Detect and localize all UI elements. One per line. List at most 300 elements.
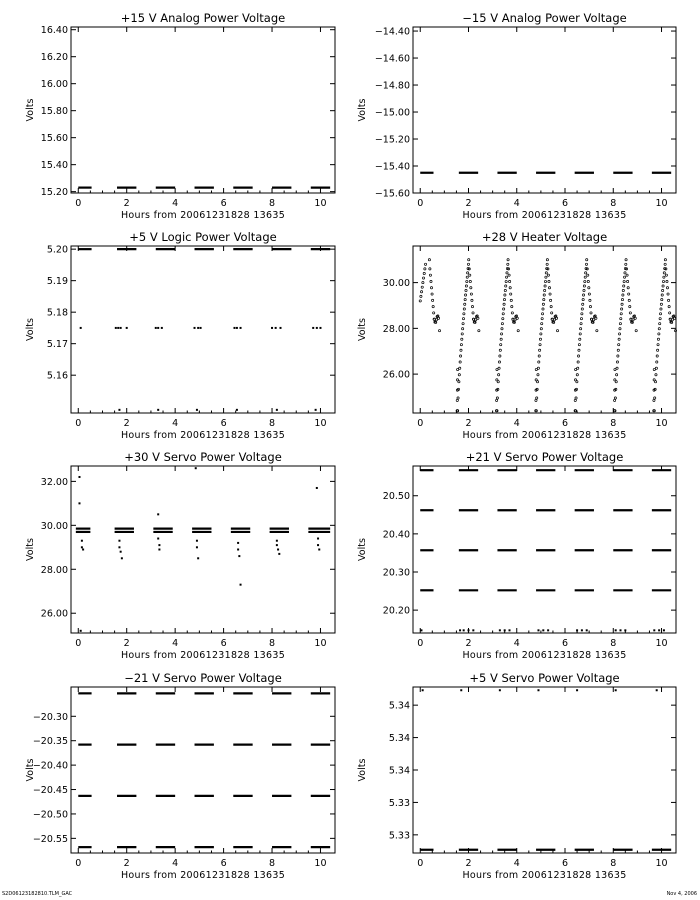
y-tick-label: 26.00 <box>382 369 410 381</box>
data-point <box>662 285 664 287</box>
data-point <box>316 487 318 489</box>
data-point <box>541 313 543 315</box>
data-point <box>618 338 620 340</box>
data-point <box>627 287 629 289</box>
plot-frame <box>413 687 676 853</box>
data-point <box>478 330 480 332</box>
data-point <box>616 361 618 363</box>
x-tick-label: 8 <box>269 638 276 649</box>
data-point <box>470 293 472 295</box>
data-point <box>437 317 439 319</box>
data-point <box>275 327 277 329</box>
x-tick-label: 8 <box>610 858 617 869</box>
footer-filename: S2D06123182810.TLM_GAC <box>2 891 73 897</box>
data-point <box>460 689 462 691</box>
data-point <box>656 361 658 363</box>
data-point <box>510 293 512 295</box>
data-point <box>511 306 513 308</box>
data-point <box>509 287 511 289</box>
data-point <box>586 259 588 261</box>
x-tick-label: 8 <box>269 198 276 209</box>
data-point <box>535 399 537 401</box>
chart-panel-8 <box>357 671 676 881</box>
data-point <box>271 327 273 329</box>
y-axis-label: Volts <box>25 538 36 561</box>
x-tick-label: 10 <box>314 638 327 649</box>
data-point <box>80 630 82 632</box>
data-point <box>539 349 541 351</box>
x-tick-label: 10 <box>314 858 327 869</box>
data-point <box>500 338 502 340</box>
data-point <box>595 317 597 319</box>
x-tick-label: 10 <box>655 418 668 429</box>
data-point <box>424 263 426 265</box>
data-point <box>623 276 625 278</box>
data-point <box>623 280 625 282</box>
data-point <box>317 538 319 540</box>
data-point <box>508 274 510 276</box>
data-point <box>550 306 552 308</box>
x-tick-label: 0 <box>75 198 82 209</box>
data-point <box>420 295 422 297</box>
chart-panel-4 <box>357 230 677 441</box>
data-point <box>237 549 239 551</box>
y-tick-label: 15.20 <box>40 187 68 199</box>
data-point <box>587 274 589 276</box>
x-tick-label: 6 <box>561 418 569 429</box>
data-point <box>240 327 242 329</box>
data-point <box>462 323 464 325</box>
data-point <box>496 399 498 401</box>
x-tick-label: 2 <box>465 638 472 649</box>
data-point <box>432 299 434 301</box>
data-point <box>669 312 671 314</box>
data-point <box>582 303 584 305</box>
x-axis-label: Hours from 20061231828 13635 <box>462 430 627 441</box>
data-point <box>157 513 159 515</box>
data-point <box>472 312 474 314</box>
data-point <box>463 308 465 310</box>
data-point <box>433 312 435 314</box>
x-tick-label: 4 <box>513 858 520 869</box>
data-point <box>620 318 622 320</box>
data-point <box>469 274 471 276</box>
data-point <box>657 338 659 340</box>
plot-frame <box>71 27 335 193</box>
data-point <box>503 303 505 305</box>
data-point <box>537 629 539 631</box>
data-point <box>556 330 558 332</box>
data-point <box>656 689 658 691</box>
data-point <box>510 299 512 301</box>
data-point <box>579 333 581 335</box>
data-point <box>582 298 584 300</box>
x-tick-label: 10 <box>655 638 668 649</box>
data-point <box>466 276 468 278</box>
data-point <box>658 629 660 631</box>
data-point <box>582 294 584 296</box>
y-tick-label: −15.40 <box>374 161 410 173</box>
data-point <box>542 303 544 305</box>
data-point <box>628 299 630 301</box>
y-tick-label: 5.33 <box>388 797 410 809</box>
data-point <box>475 319 477 321</box>
data-point <box>658 333 660 335</box>
data-point <box>574 399 576 401</box>
data-point <box>584 276 586 278</box>
data-point <box>81 546 83 548</box>
data-point <box>470 287 472 289</box>
data-point <box>617 349 619 351</box>
x-tick-label: 8 <box>610 638 617 649</box>
y-axis-label: Volts <box>357 98 368 122</box>
data-point <box>551 312 553 314</box>
y-tick-label: 15.60 <box>40 133 68 145</box>
data-point <box>465 289 467 291</box>
data-point <box>126 327 128 329</box>
data-point <box>120 551 122 553</box>
y-tick-label: −20.55 <box>32 833 68 845</box>
data-point <box>619 323 621 325</box>
y-axis-label: Volts <box>25 98 36 122</box>
y-tick-label: 15.80 <box>40 106 68 118</box>
data-point <box>538 361 540 363</box>
x-tick-label: 2 <box>465 418 472 429</box>
data-point <box>624 272 626 274</box>
y-tick-label: −20.35 <box>32 736 68 748</box>
data-point <box>576 381 578 383</box>
y-tick-label: 5.34 <box>388 765 410 777</box>
data-point <box>472 629 474 631</box>
data-point <box>467 263 469 265</box>
data-point <box>317 544 319 546</box>
x-tick-label: 2 <box>465 858 472 869</box>
data-point <box>618 333 620 335</box>
x-tick-label: 6 <box>220 858 227 869</box>
x-tick-label: 4 <box>172 418 179 429</box>
data-point <box>587 280 589 282</box>
data-point <box>422 689 424 691</box>
data-point <box>458 381 460 383</box>
data-point <box>500 344 502 346</box>
data-point <box>463 313 465 315</box>
chart-title: −15 V Analog Power Voltage <box>462 11 627 25</box>
data-point <box>432 306 434 308</box>
data-point <box>541 323 543 325</box>
data-point <box>547 629 549 631</box>
data-point <box>619 328 621 330</box>
data-point <box>576 374 578 376</box>
y-axis-label: Volts <box>25 318 36 341</box>
data-point <box>583 289 585 291</box>
data-point <box>537 367 539 369</box>
y-tick-label: −20.40 <box>32 760 68 772</box>
data-point <box>502 318 504 320</box>
data-point <box>499 689 501 691</box>
data-point <box>471 306 473 308</box>
data-point <box>456 399 458 401</box>
data-point <box>430 280 432 282</box>
data-point <box>539 344 541 346</box>
data-point <box>499 355 501 357</box>
data-point <box>431 293 433 295</box>
data-point <box>504 289 506 291</box>
data-point <box>430 287 432 289</box>
data-point <box>549 299 551 301</box>
data-point <box>546 259 548 261</box>
data-point <box>115 327 117 329</box>
data-point <box>503 308 505 310</box>
data-point <box>429 268 431 270</box>
data-point <box>278 553 280 555</box>
y-tick-label: 26.00 <box>40 608 68 620</box>
data-point <box>581 313 583 315</box>
y-axis-label: Volts <box>357 318 368 341</box>
data-point <box>628 293 630 295</box>
x-axis-label: Hours from 20061231828 13635 <box>462 210 627 221</box>
data-point <box>629 312 631 314</box>
data-point <box>579 338 581 340</box>
x-tick-label: 4 <box>172 858 179 869</box>
data-point <box>460 344 462 346</box>
data-point <box>588 293 590 295</box>
chart-title: +5 V Logic Power Voltage <box>129 230 277 244</box>
x-tick-label: 4 <box>513 638 520 649</box>
data-point <box>459 629 461 631</box>
data-point <box>502 313 504 315</box>
data-point <box>596 330 598 332</box>
x-tick-label: 2 <box>123 638 130 649</box>
data-point <box>465 285 467 287</box>
y-tick-label: 20.20 <box>382 605 410 617</box>
data-point <box>462 328 464 330</box>
data-point <box>578 349 580 351</box>
data-point <box>544 285 546 287</box>
data-point <box>477 317 479 319</box>
data-point <box>280 327 282 329</box>
data-point <box>542 308 544 310</box>
y-tick-label: 20.30 <box>382 567 410 579</box>
y-axis-label: Volts <box>357 758 368 782</box>
chart-title: +28 V Heater Voltage <box>481 230 608 244</box>
data-point <box>575 397 577 399</box>
data-point <box>620 313 622 315</box>
data-point <box>545 272 547 274</box>
data-point <box>505 285 507 287</box>
data-point <box>621 303 623 305</box>
data-point <box>614 397 616 399</box>
data-point <box>316 327 318 329</box>
data-point <box>583 285 585 287</box>
data-point <box>577 367 579 369</box>
x-axis-label: Hours from 20061231828 13635 <box>120 650 286 661</box>
data-point <box>120 327 122 329</box>
data-point <box>457 397 459 399</box>
data-point <box>616 367 618 369</box>
data-point <box>581 629 583 631</box>
data-point <box>580 328 582 330</box>
data-point <box>121 557 123 559</box>
x-tick-label: 0 <box>75 858 82 869</box>
data-point <box>458 374 460 376</box>
data-point <box>196 409 198 411</box>
data-point <box>622 294 624 296</box>
data-point <box>503 298 505 300</box>
data-point <box>312 327 314 329</box>
x-tick-label: 0 <box>75 638 82 649</box>
chart-panel-1 <box>25 11 335 221</box>
x-tick-label: 6 <box>220 198 227 209</box>
data-point <box>589 299 591 301</box>
y-tick-label: 5.18 <box>46 307 68 319</box>
y-tick-label: −20.45 <box>32 785 68 797</box>
x-tick-label: 8 <box>610 198 617 209</box>
y-tick-label: 32.00 <box>40 476 68 488</box>
data-point <box>615 629 617 631</box>
data-point <box>435 319 437 321</box>
chart-panel-7 <box>25 671 335 881</box>
data-point <box>117 327 119 329</box>
data-point <box>464 303 466 305</box>
y-tick-label: 5.34 <box>388 700 410 712</box>
data-point <box>236 409 238 411</box>
data-point <box>540 333 542 335</box>
data-point <box>536 381 538 383</box>
data-point <box>467 629 469 631</box>
x-tick-label: 6 <box>220 418 227 429</box>
data-point <box>659 318 661 320</box>
data-point <box>613 399 615 401</box>
data-point <box>157 409 159 411</box>
data-point <box>516 317 518 319</box>
data-point <box>505 276 507 278</box>
data-point <box>197 557 199 559</box>
data-point <box>656 355 658 357</box>
data-point <box>276 540 278 542</box>
data-point <box>461 338 463 340</box>
data-point <box>664 259 666 261</box>
data-point <box>618 344 620 346</box>
x-tick-label: 2 <box>123 858 130 869</box>
data-point <box>622 289 624 291</box>
x-tick-label: 4 <box>172 638 179 649</box>
data-point <box>542 629 544 631</box>
y-tick-label: −15.20 <box>374 134 410 146</box>
y-tick-label: −15.60 <box>374 188 410 200</box>
data-point <box>422 277 424 279</box>
data-point <box>498 367 500 369</box>
chart-panel-2 <box>357 11 676 221</box>
data-point <box>233 327 235 329</box>
data-point <box>514 319 516 321</box>
y-tick-label: 5.20 <box>46 244 68 256</box>
data-point <box>660 308 662 310</box>
x-tick-label: 0 <box>417 198 424 209</box>
data-point <box>540 328 542 330</box>
data-point <box>464 294 466 296</box>
data-point <box>614 410 616 412</box>
data-point <box>635 330 637 332</box>
x-axis-label: Hours from 20061231828 13635 <box>120 210 286 221</box>
data-point <box>238 555 240 557</box>
data-point <box>584 280 586 282</box>
x-tick-label: 6 <box>561 638 569 649</box>
data-point <box>158 544 160 546</box>
x-axis-label: Hours from 20061231828 13635 <box>120 870 286 881</box>
data-point <box>276 544 278 546</box>
y-axis-label: Volts <box>357 538 368 561</box>
data-point <box>517 330 519 332</box>
data-point <box>468 259 470 261</box>
data-point <box>623 285 625 287</box>
chart-panel-3 <box>25 230 335 441</box>
data-point <box>538 355 540 357</box>
data-point <box>624 629 626 631</box>
data-point <box>424 268 426 270</box>
data-point <box>81 540 83 542</box>
data-point <box>621 298 623 300</box>
data-point <box>505 280 507 282</box>
x-tick-label: 0 <box>417 418 424 429</box>
data-point <box>580 318 582 320</box>
y-tick-label: 16.40 <box>40 25 68 37</box>
data-point <box>585 272 587 274</box>
data-point <box>463 629 465 631</box>
y-tick-label: −14.40 <box>374 26 410 38</box>
data-point <box>539 338 541 340</box>
data-point <box>504 629 506 631</box>
data-point <box>422 282 424 284</box>
data-point <box>547 274 549 276</box>
y-tick-label: 30.00 <box>382 278 410 290</box>
data-point <box>315 409 317 411</box>
data-point <box>634 317 636 319</box>
x-tick-label: 8 <box>610 418 617 429</box>
data-point <box>118 540 120 542</box>
data-point <box>588 287 590 289</box>
data-point <box>548 287 550 289</box>
data-point <box>499 629 501 631</box>
data-point <box>461 333 463 335</box>
data-point <box>627 280 629 282</box>
data-point <box>589 306 591 308</box>
data-point <box>471 299 473 301</box>
data-point <box>420 629 422 631</box>
data-point <box>654 397 656 399</box>
data-point <box>276 409 278 411</box>
data-point <box>666 280 668 282</box>
data-point <box>546 263 548 265</box>
y-tick-label: −14.60 <box>374 53 410 65</box>
data-point <box>197 327 199 329</box>
x-tick-label: 2 <box>123 418 130 429</box>
data-point <box>663 272 665 274</box>
data-point <box>667 293 669 295</box>
data-point <box>593 319 595 321</box>
x-tick-label: 2 <box>465 198 472 209</box>
data-point <box>536 397 538 399</box>
data-point <box>665 274 667 276</box>
data-point <box>663 276 665 278</box>
y-tick-label: 20.40 <box>382 529 410 541</box>
data-point <box>545 276 547 278</box>
data-point <box>671 319 673 321</box>
data-point <box>464 298 466 300</box>
data-point <box>668 306 670 308</box>
data-point <box>657 344 659 346</box>
data-point <box>498 361 500 363</box>
data-point <box>460 349 462 351</box>
